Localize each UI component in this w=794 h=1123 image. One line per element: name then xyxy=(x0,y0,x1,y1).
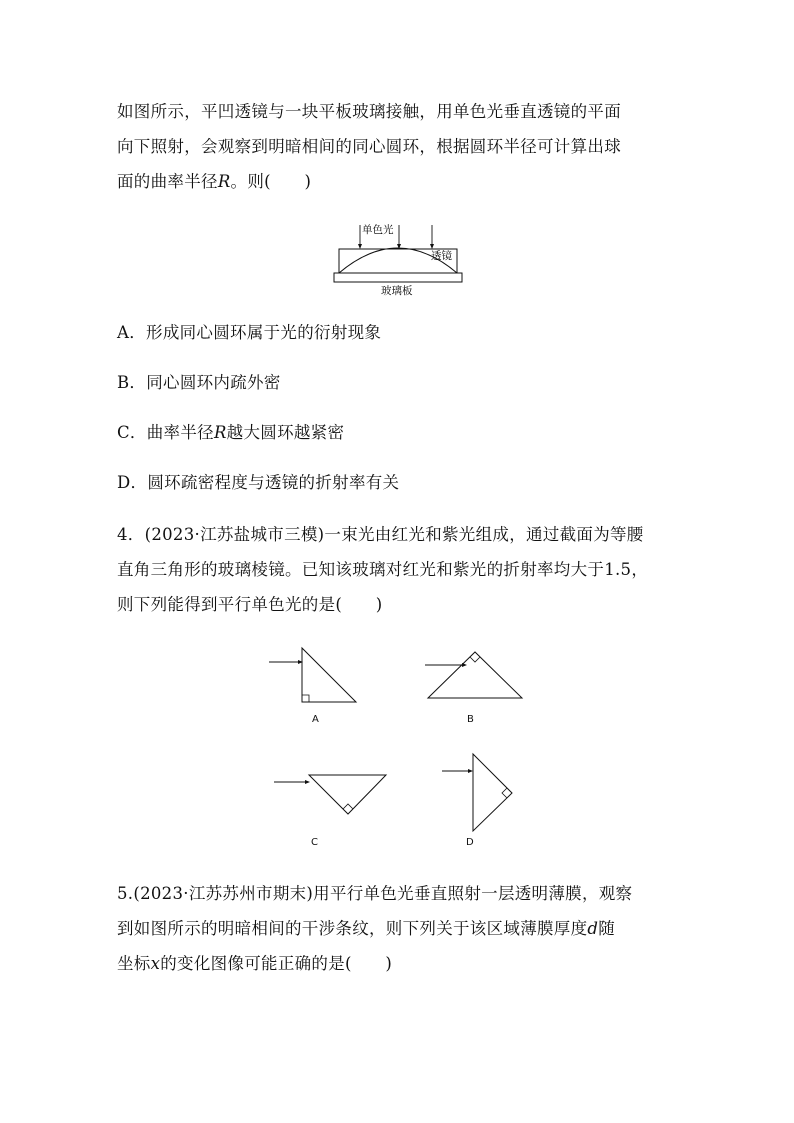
q3-lens-label: 透镜 xyxy=(431,250,452,262)
q3-light-label: 单色光 xyxy=(362,224,394,236)
q4-line-1: 4．(2023·江苏盐城市三模)一束光由红光和紫光组成，通过截面为等腰 xyxy=(117,525,644,544)
option-b-text: 同心圆环内疏外密 xyxy=(146,373,281,392)
q5-line-2-text: 到如图所示的明暗相间的干涉条纹，则下列关于该区域薄膜厚度 xyxy=(117,919,588,938)
option-a-key: A． xyxy=(117,323,147,342)
q3-line-1: 如图所示，平凹透镜与一块平板玻璃接触，用单色光垂直透镜的平面 xyxy=(117,102,621,121)
option-c-key: C． xyxy=(117,423,147,442)
q5-stem xyxy=(117,876,692,981)
option-c-variable: R xyxy=(213,423,227,442)
prism-figure-c xyxy=(272,772,392,822)
q3-option-a[interactable] xyxy=(117,322,381,344)
prism-label-c: C xyxy=(311,837,318,848)
prism-figure-d xyxy=(440,745,530,835)
q3-option-c[interactable] xyxy=(117,422,344,444)
prism-label-d: D xyxy=(466,837,474,848)
option-d-text: 圆环疏密程度与透镜的折射率有关 xyxy=(147,473,400,492)
q3-plate-label: 玻璃板 xyxy=(381,285,413,297)
q5-variable-x: x xyxy=(150,954,161,973)
option-b-key: B． xyxy=(117,373,147,392)
prism-label-a: A xyxy=(312,714,319,725)
q5-line-1: 5.(2023·江苏苏州市期末)用平行单色光垂直照射一层透明薄膜，观察 xyxy=(117,884,633,903)
q3-stem xyxy=(117,94,692,199)
q5-variable-d: d xyxy=(587,919,599,938)
q3-line-2: 向下照射，会观察到明暗相间的同心圆环，根据圆环半径可计算出球 xyxy=(117,137,621,156)
prism-label-b: B xyxy=(467,714,474,725)
q3-option-b[interactable] xyxy=(117,372,281,394)
q4-line-2: 直角三角形的玻璃棱镜。已知该玻璃对红光和紫光的折射率均大于1.5， xyxy=(117,560,649,579)
prism-figure-b xyxy=(423,650,533,700)
q5-line-3 xyxy=(117,946,692,981)
q5-line-2-tail: 随 xyxy=(598,919,616,938)
q5-line-2 xyxy=(117,911,692,946)
q4-line-3: 则下列能得到平行单色光的是( ) xyxy=(117,595,383,614)
q4-stem xyxy=(117,517,692,622)
prism-figure-a xyxy=(267,645,367,705)
option-a-text: 形成同心圆环属于光的衍射现象 xyxy=(146,323,382,342)
q5-line-3-tail: 的变化图像可能正确的是( ) xyxy=(160,954,393,973)
option-c-text: 曲率半径 xyxy=(146,423,214,442)
q3-variable-r: R xyxy=(217,172,231,191)
q3-line-3 xyxy=(117,164,692,199)
option-d-key: D． xyxy=(117,473,148,492)
q3-option-d[interactable] xyxy=(117,472,399,494)
q3-line-3-tail: 。则( ) xyxy=(230,172,312,191)
q5-line-3-text: 坐标 xyxy=(117,954,151,973)
option-c-tail: 越大圆环越紧密 xyxy=(226,423,345,442)
q3-line-3-text: 面的曲率半径 xyxy=(117,172,218,191)
q3-lens-figure xyxy=(331,218,471,298)
